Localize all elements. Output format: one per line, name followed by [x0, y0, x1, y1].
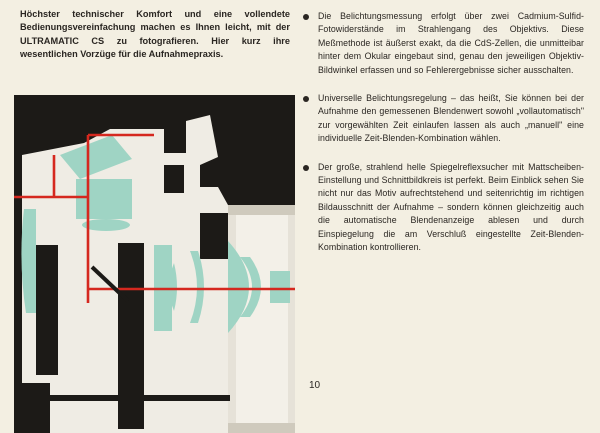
bullet-icon — [303, 165, 309, 171]
bullet-icon — [303, 14, 309, 20]
page-number: 10 — [309, 380, 321, 391]
list-item — [300, 161, 584, 255]
list-item-text: Universelle Belichtungsregelung – das heißt, Sie können bei der Aufnahme den gemessenen Blendenwert sowohl „vollautomatisch" zur vorgewählten Zeit einlaufen lassen als auch „manuell" eine individuelle Zeit-Blenden-Kombination wählen. — [318, 93, 584, 144]
camera-cutaway-illustration — [14, 95, 295, 433]
bullet-icon — [303, 96, 309, 102]
camera-base — [50, 395, 230, 401]
feature-list — [300, 10, 584, 255]
list-item-text: Die Belichtungsmessung erfolgt über zwei Cadmium-Sulfid-Fotowiderstände im Strahlengang des Objektivs. Diese Meßmethode ist äußerst exakt, da die CdS-Zellen, die unmitteibar hinter dem Okular eingebaut sind, genau den jeweiligen Objektiv-Bildwinkel erfassen und so Fehlerergebnisse sicher ausschalten. — [318, 11, 584, 75]
list-item-text: Der große, strahlend helle Spiegelreflexsucher mit Mattscheiben-Einstellung und Schnittbildkreis ist perfekt. Beim Einblick sehen Sie nicht nur das Motiv aufrechtstehend und seitenrichtig im richtigen Bildausschnitt der Aufnahme – sondern können gleichzeitig auch die automatische Blendenanzeige ablesen und durch Einspiegelung die am Verschluß eingestellte Zeit-Blenden-Kombination kontrollieren. — [318, 161, 584, 253]
list-item — [300, 92, 584, 146]
intro-paragraph: Höchster technischer Komfort und eine vollendete Bedienungsvereinfachung machen es Ihnen leicht, mit der ULTRAMATIC CS zu fotografieren. Hier kurz ihre wesentlichen Vorzüge für die Aufnahmepraxis. — [20, 9, 290, 60]
camera-cutaway-drawing — [14, 95, 295, 433]
list-item — [300, 10, 584, 77]
